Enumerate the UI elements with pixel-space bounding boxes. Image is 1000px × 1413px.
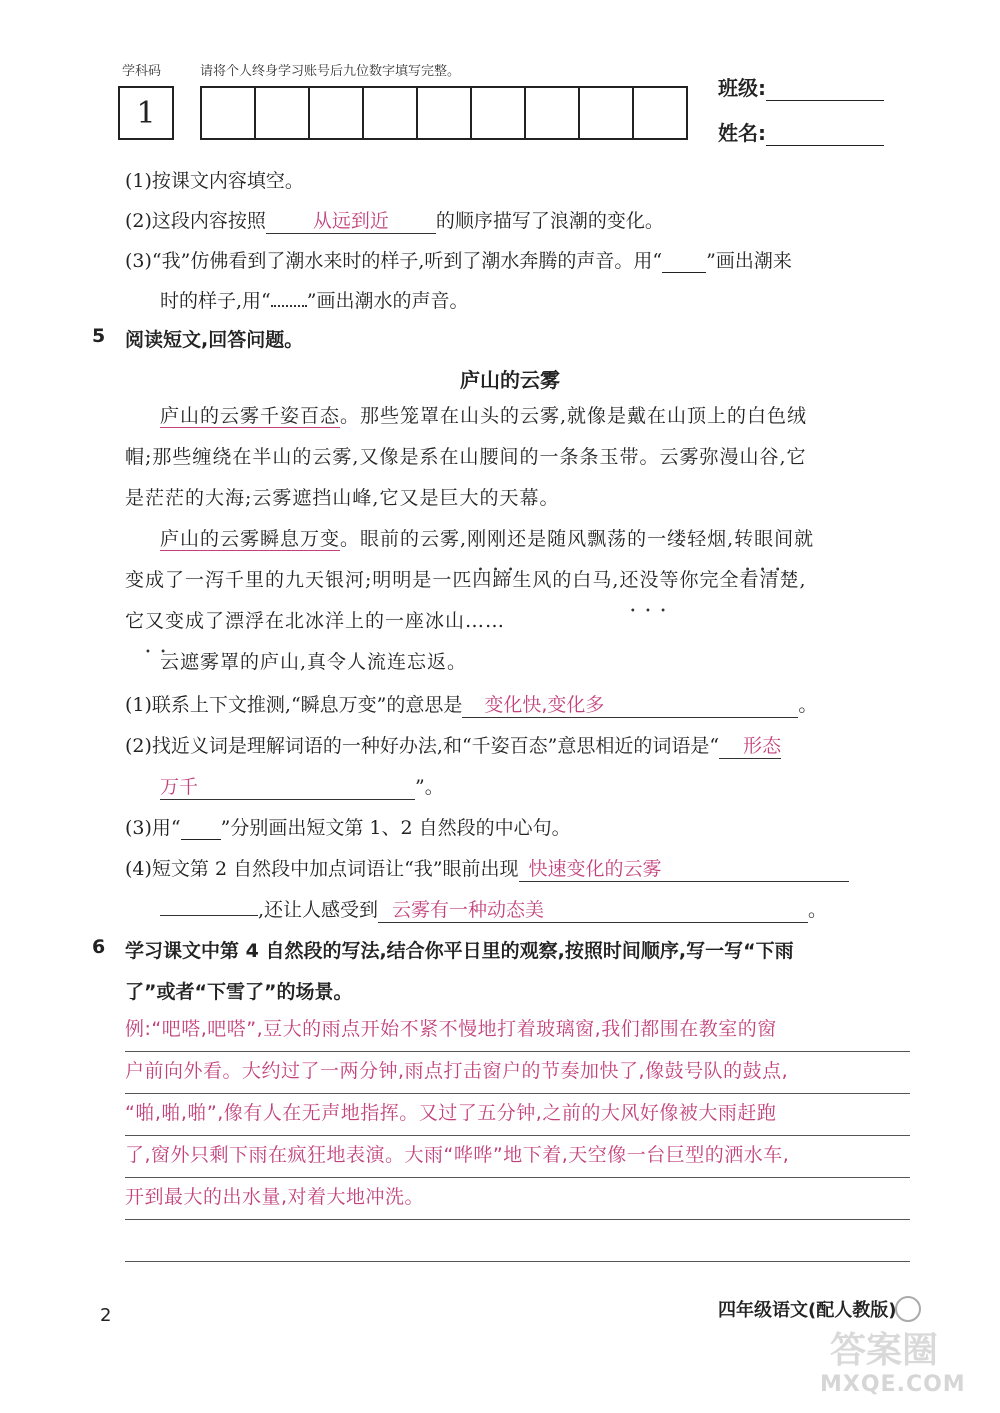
essay-line[interactable] (125, 1220, 910, 1262)
passage-p2-line3 (125, 601, 505, 642)
q4-sub3-line2 (160, 286, 468, 313)
passage-p1-line1 (160, 396, 807, 437)
q5-sub4-answer1: 快速变化的云雾 (528, 858, 662, 880)
q5-sub1-suffix: 。 (798, 694, 818, 716)
p2-line1-a: 。眼前的云雾, (340, 528, 468, 550)
passage-p1-line3: 是茫茫的大海;云雾遮挡山峰,它又是巨大的天幕。 (125, 487, 560, 509)
passage-p3: 云遮雾罩的庐山,真令人流连忘返。 (160, 651, 468, 673)
q5-sub4-mid: ,还让人感受到 (258, 899, 379, 921)
q5-sub2 (125, 731, 781, 759)
q6-number: 6 (92, 936, 106, 958)
q4-sub3-text-d: ”画出潮水的声音。 (306, 290, 469, 312)
q5-sub1-answer-blank[interactable] (462, 690, 798, 718)
q4-sub3-text-c: 时的样子,用“ (160, 290, 271, 312)
q5-sub4-answer2: 云雾有一种动态美 (392, 899, 545, 921)
p2-line3-a: 它 (125, 610, 146, 632)
p2-line2-a: 变成了一泻千里的九天银河;明明是一匹四蹄生风的白马, (125, 569, 620, 591)
digit-box[interactable] (364, 88, 418, 138)
dotted-word: 转眼间 • • • (734, 528, 794, 550)
essay-line[interactable]: “啪,啪,啪”,像有人在无声地指挥。又过了五分钟,之前的大风好像被大雨赶跑 (125, 1094, 910, 1136)
q4-sub2-prefix: (2)这段内容按照 (125, 210, 266, 232)
q6-title-line1: 学习课文中第 4 自然段的写法,结合你平日里的观察,按照时间顺序,写一写“下雨 (125, 940, 794, 962)
q5-sub3-a: (3)用“ (125, 817, 181, 839)
book-title: 四年级语文(配人教版) (718, 1300, 897, 1321)
q5-sub4-answer-blank2[interactable] (378, 895, 808, 923)
name-blank[interactable] (766, 145, 884, 146)
q4-sub3-text-b: ”画出潮来 (706, 250, 792, 272)
digit-box[interactable] (256, 88, 310, 138)
passage-p1-line2: 帽;那些缠绕在半山的云雾,又像是系在山腰间的一条条玉带。云雾弥漫山谷,它 (125, 446, 807, 468)
class-blank[interactable] (766, 100, 884, 101)
straight-line-mark (181, 839, 221, 840)
p2-line1-b: 是随风飘荡的一缕轻烟, (527, 528, 735, 550)
q4-sub2-answer-blank[interactable] (266, 206, 436, 234)
digit-box[interactable] (634, 88, 686, 138)
digit-box[interactable] (526, 88, 580, 138)
p2-line1-c: 就 (794, 528, 815, 550)
flower-icon (895, 1296, 921, 1322)
q5-sub3 (125, 813, 571, 840)
essay-line[interactable]: 例:“吧嗒,吧嗒”,豆大的雨点开始不紧不慢地打着玻璃窗,我们都围在教室的窗 (125, 1010, 910, 1052)
q4-sub1: (1)按课文内容填空。 (125, 170, 304, 192)
class-label: 班级: (718, 76, 766, 100)
q5-sub2-answer-blank-a[interactable] (719, 731, 781, 759)
watermark-logo: 答案圈 (830, 1330, 939, 1371)
account-digit-boxes[interactable] (200, 86, 688, 140)
passage-title: 庐山的云雾 (460, 368, 560, 392)
class-field[interactable] (718, 72, 884, 101)
digit-box[interactable] (310, 88, 364, 138)
q5-sub2-answer-b: 万千 (160, 776, 199, 798)
passage-p2-line1 (160, 519, 814, 560)
name-label: 姓名: (718, 121, 766, 145)
q5-number: 5 (92, 325, 106, 347)
watermark-url: MXQE.COM (820, 1372, 966, 1397)
page-number: 2 (100, 1305, 112, 1326)
digit-box[interactable] (202, 88, 256, 138)
q5-sub4-answer-blank1[interactable] (519, 854, 849, 882)
q5-sub4-suffix: 。 (808, 899, 828, 921)
dotted-word: 又 • • (145, 610, 165, 632)
q5-sub2-answer-a: 形态 (743, 735, 782, 757)
essay-line[interactable]: 户前向外看。大约过了一两分钟,雨点打击窗户的节奏加快了,像鼓号队的鼓点, (125, 1052, 910, 1094)
name-field[interactable] (718, 117, 884, 146)
q5-sub1 (125, 690, 817, 718)
q6-title-line2: 了”或者“下雪了”的场景。 (125, 981, 353, 1003)
passage-p2-line2 (125, 560, 807, 601)
q5-sub1-prefix: (1)联系上下文推测,“瞬息万变”的意思是 (125, 694, 463, 716)
q5-sub2-answer-blank-b[interactable] (160, 772, 415, 800)
q4-sub2 (125, 206, 664, 234)
essay-line[interactable]: 了,窗外只剩下雨在疯狂地表演。大雨“哗哗”地下着,天空像一台巨型的洒水车, (125, 1136, 910, 1178)
q5-sub2-suffix: ”。 (415, 776, 444, 798)
p1-topic-sentence: 庐山的云雾千姿百态 (160, 405, 341, 427)
q5-sub2-prefix: (2)找近义词是理解词语的一种好办法,和“千姿百态”意思相近的词语是“ (125, 735, 720, 757)
dotted-word: 刚刚还 • • • (467, 528, 527, 550)
p1-line1-rest: 。那些笼罩在山头的云雾,就像是戴在山顶上的白色绒 (340, 405, 808, 427)
p2-line3-b: 变成了漂浮在北冰洋上的一座冰山…… (165, 610, 506, 632)
wavy-line-mark (271, 305, 307, 307)
dotted-word: 还没等 • • • (619, 569, 679, 591)
essay-line[interactable]: 开到最大的出水量,对着大地冲洗。 (125, 1178, 910, 1220)
q5-sub3-b: ”分别画出短文第 1、2 自然段的中心句。 (220, 817, 571, 839)
digit-box[interactable] (472, 88, 526, 138)
straight-line-mark (662, 272, 706, 273)
q4-sub3-line1 (125, 246, 792, 273)
subject-code-box: 1 (118, 86, 174, 140)
q6-essay-area[interactable] (125, 1010, 910, 1262)
q5-sub4-cont (160, 895, 827, 923)
digit-box[interactable] (580, 88, 634, 138)
p2-line2-b: 你完全看清楚, (679, 569, 807, 591)
q5-sub4 (125, 854, 849, 882)
subject-code-label: 学科码 (122, 64, 162, 79)
q5-sub4-blank-cont[interactable] (160, 915, 258, 916)
q5-sub2-cont (160, 772, 444, 800)
digit-box[interactable] (418, 88, 472, 138)
q5-sub4-prefix: (4)短文第 2 自然段中加点词语让“我”眼前出现 (125, 858, 519, 880)
q4-sub2-answer: 从远到近 (312, 210, 389, 232)
q5-sub1-answer: 变化快,变化多 (484, 694, 605, 716)
account-instruction: 请将个人终身学习账号后九位数字填写完整。 (200, 64, 461, 79)
p2-topic-sentence: 庐山的云雾瞬息万变 (160, 528, 341, 550)
q5-title: 阅读短文,回答问题。 (125, 329, 304, 351)
q4-sub3-text-a: (3)“我”仿佛看到了潮水来时的样子,听到了潮水奔腾的声音。用“ (125, 250, 663, 272)
q4-sub2-suffix: 的顺序描写了浪潮的变化。 (435, 210, 664, 232)
